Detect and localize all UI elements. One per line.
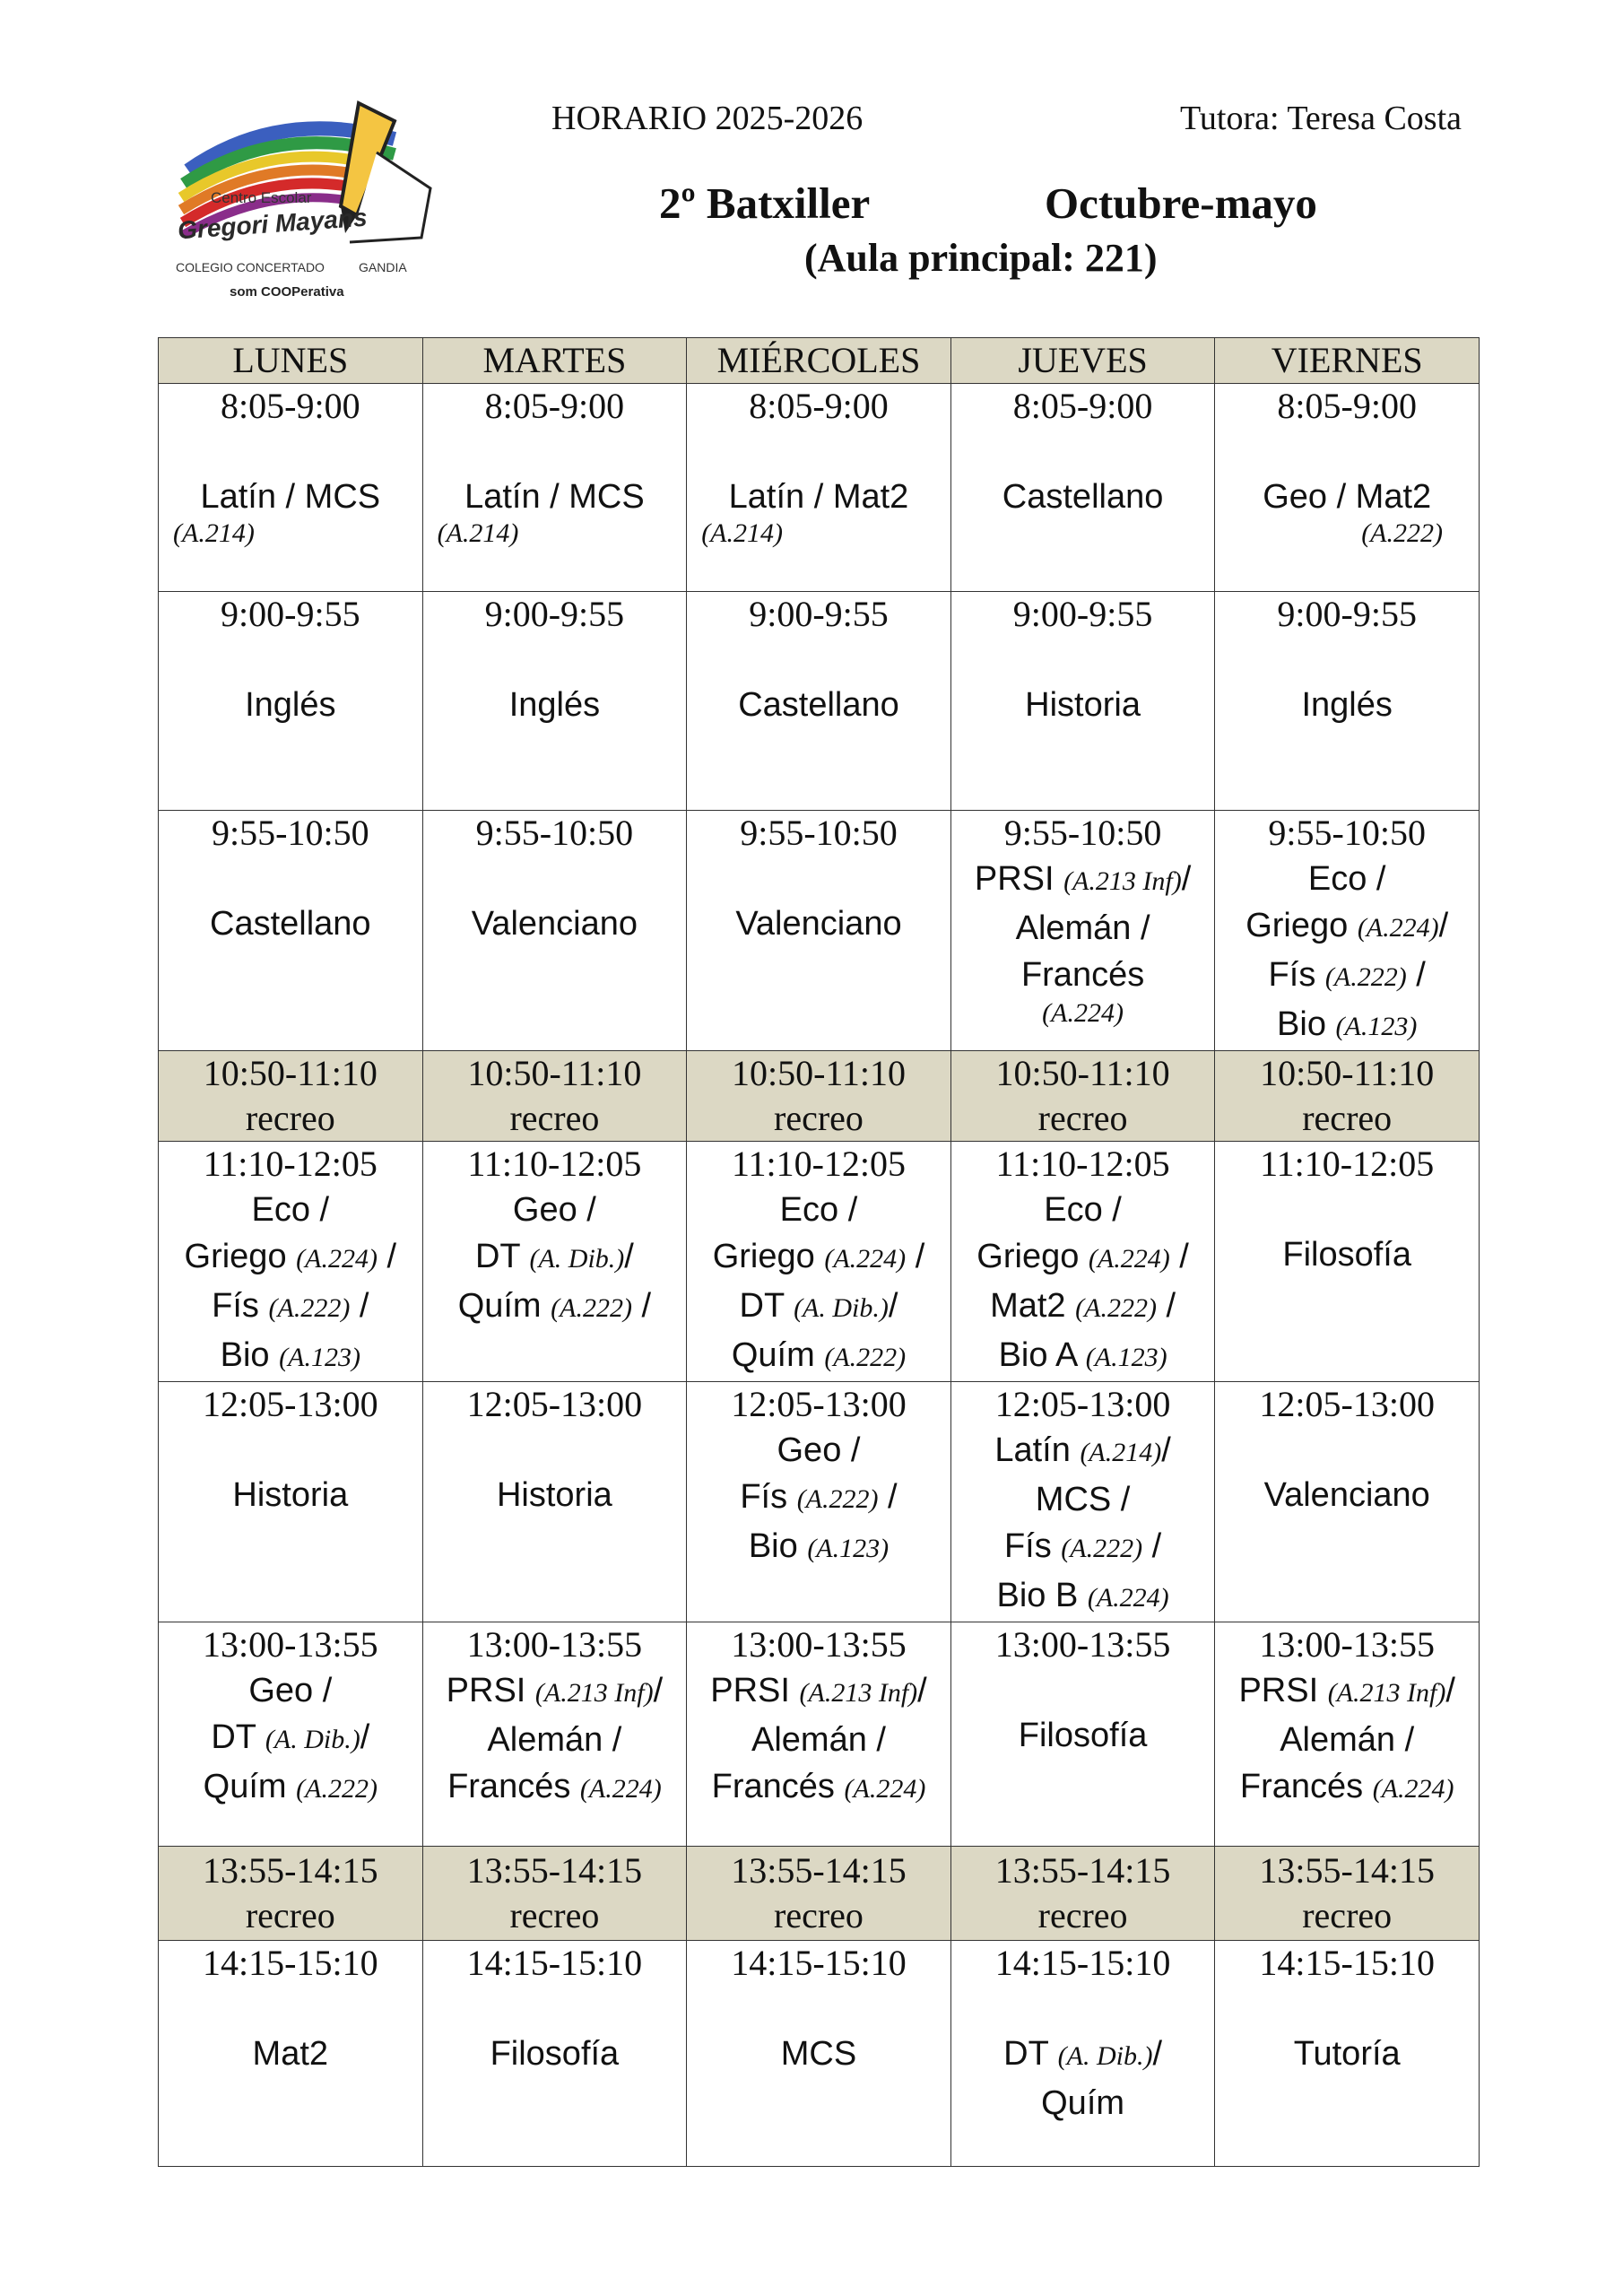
class-cell: 11:10-12:05 Eco / Griego (A.224) / Fís (A.222) / Bio (A.123) — [159, 1142, 423, 1382]
break-cell: 13:55-14:15 recreo — [1215, 1847, 1480, 1941]
subject: Inglés — [508, 686, 601, 724]
class-cell: 12:05-13:00 Geo / Fís (A.222) / Bio (A.123) — [687, 1382, 951, 1622]
subject: Latín / MCS — [200, 478, 381, 516]
room: (A.224) — [1042, 998, 1124, 1028]
time-range: 9:00-9:55 — [1012, 594, 1153, 634]
class-cell: 14:15-15:10 MCS — [687, 1941, 951, 2167]
class-cell — [1215, 592, 1480, 811]
break-cell: 13:55-14:15 recreo — [950, 1847, 1215, 1941]
subject-line: Griego (A.224)/ — [1245, 907, 1449, 944]
class-cell: 11:10-12:05 Geo / DT (A. Dib.)/ Quím (A.222) / — [422, 1142, 687, 1382]
break-cell: 10:50-11:10 recreo — [1215, 1051, 1480, 1142]
class-cell — [687, 384, 951, 592]
time-range: 9:55-10:50 — [740, 813, 898, 853]
slot-row — [159, 384, 1480, 592]
logo-line-3: COLEGIO CONCERTADO — [176, 260, 325, 274]
subject: Valenciano — [735, 905, 902, 943]
logo-line-5: som COOPerativa — [230, 284, 344, 300]
class-cell: 12:05-13:00 Historia — [422, 1382, 687, 1622]
day-header: MARTES — [422, 338, 687, 384]
class-cell — [950, 592, 1215, 811]
day-header: JUEVES — [950, 338, 1215, 384]
time-range: 8:05-9:00 — [1012, 386, 1153, 426]
days-header-row — [159, 338, 1480, 384]
time-range: 9:55-10:50 — [1268, 813, 1426, 853]
time-range: 8:05-9:00 — [749, 386, 889, 426]
subject-line: Francés — [1020, 956, 1145, 994]
course-name: 2º Batxiller — [659, 178, 871, 228]
day-header: VIERNES — [1215, 338, 1480, 384]
time-range: 9:55-10:50 — [212, 813, 369, 853]
subject: Castellano — [738, 686, 899, 724]
main-classroom: (Aula principal: 221) — [804, 236, 1158, 280]
time-range: 8:05-9:00 — [1277, 386, 1417, 426]
subject: Historia — [1025, 686, 1141, 724]
time-range: 8:05-9:00 — [221, 386, 360, 426]
time-range: 9:00-9:55 — [749, 594, 889, 634]
class-cell — [1215, 384, 1480, 592]
subject-line: Alemán / — [1015, 909, 1150, 947]
class-cell — [422, 811, 687, 1051]
slot-row — [159, 1142, 1480, 1382]
class-cell: 11:10-12:05 Eco / Griego (A.224) / DT (A. Dib.)/ Quím (A.222) — [687, 1142, 951, 1382]
slot-row — [159, 1382, 1480, 1622]
slot-row — [159, 811, 1480, 1051]
class-cell — [159, 384, 423, 592]
logo-line-2: Gregori Mayans — [177, 203, 369, 245]
class-cell: 12:05-13:00 Valenciano — [1215, 1382, 1480, 1622]
class-cell — [950, 384, 1215, 592]
class-cell: 12:05-13:00 Historia — [159, 1382, 423, 1622]
break-cell: 10:50-11:10 recreo — [687, 1051, 951, 1142]
room: (A.214) — [701, 518, 783, 548]
subject: Latín / MCS — [464, 478, 645, 516]
class-cell: 13:00-13:55 PRSI (A.213 Inf)/ Alemán / Francés (A.224) — [422, 1622, 687, 1847]
class-cell: 14:15-15:10 Filosofía — [422, 1941, 687, 2167]
class-cell: 14:15-15:10 DT (A. Dib.)/ Quím — [950, 1941, 1215, 2167]
room: (A.222) — [1361, 518, 1443, 548]
time-range: 8:05-9:00 — [484, 386, 625, 426]
class-cell — [422, 384, 687, 592]
subject-line: Eco / — [1307, 860, 1386, 898]
tutor-name: Tutora: Teresa Costa — [1180, 100, 1462, 137]
class-cell: 11:10-12:05 Filosofía — [1215, 1142, 1480, 1382]
room: (A.214) — [437, 518, 519, 548]
subject: Castellano — [210, 905, 371, 943]
class-cell: 12:05-13:00 Latín (A.214)/ MCS / Fís (A.222) / Bio B (A.224) — [950, 1382, 1215, 1622]
break-cell: 10:50-11:10 recreo — [422, 1051, 687, 1142]
class-cell: 11:10-12:05 Eco / Griego (A.224) / Mat2 (A.222) / Bio A (A.123) — [950, 1142, 1215, 1382]
break-row — [159, 1847, 1480, 1941]
class-cell: 13:00-13:55 Filosofía — [950, 1622, 1215, 1847]
class-cell: 13:00-13:55 PRSI (A.213 Inf)/ Alemán / Francés (A.224) — [687, 1622, 951, 1847]
class-cell — [687, 811, 951, 1051]
class-cell: 13:00-13:55 Geo / DT (A. Dib.)/ Quím (A.222) — [159, 1622, 423, 1847]
schedule-title: HORARIO 2025-2026 — [551, 100, 864, 137]
break-cell: 10:50-11:10 recreo — [159, 1051, 423, 1142]
class-cell — [159, 592, 423, 811]
time-range: 9:55-10:50 — [1003, 813, 1162, 853]
class-cell: 14:15-15:10 Tutoría — [1215, 1941, 1480, 2167]
time-range: 9:55-10:50 — [475, 813, 634, 853]
subject: Geo / Mat2 — [1263, 478, 1432, 516]
time-range: 9:00-9:55 — [1277, 594, 1417, 634]
break-cell: 13:55-14:15 recreo — [159, 1847, 423, 1941]
subject: Inglés — [1301, 686, 1393, 724]
break-cell: 13:55-14:15 recreo — [687, 1847, 951, 1941]
logo-line-1: Centro Escolar — [211, 189, 312, 206]
class-cell — [422, 592, 687, 811]
break-cell: 13:55-14:15 recreo — [422, 1847, 687, 1941]
day-header: MIÉRCOLES — [687, 338, 951, 384]
subject-line: Bio (A.123) — [1277, 1005, 1418, 1043]
room: (A.214) — [173, 518, 255, 548]
class-cell: 13:00-13:55 PRSI (A.213 Inf)/ Alemán / Francés (A.224) — [1215, 1622, 1480, 1847]
break-row — [159, 1051, 1480, 1142]
subject: Latín / Mat2 — [728, 478, 909, 516]
subject: Inglés — [245, 686, 336, 724]
slot-row — [159, 592, 1480, 811]
slot-row — [159, 1941, 1480, 2167]
course-period: Octubre-mayo — [1045, 178, 1317, 228]
subject-line: Fís (A.222) / — [1268, 956, 1426, 994]
time-range: 9:00-9:55 — [221, 594, 360, 634]
slot-row — [159, 1622, 1480, 1847]
class-cell — [159, 811, 423, 1051]
class-cell: 14:15-15:10 Mat2 — [159, 1941, 423, 2167]
class-cell — [950, 811, 1215, 1051]
subject: Valenciano — [471, 905, 638, 943]
day-header: LUNES — [159, 338, 423, 384]
school-logo — [170, 99, 448, 309]
subject-line: PRSI (A.213 Inf)/ — [974, 860, 1192, 898]
break-cell: 10:50-11:10 recreo — [950, 1051, 1215, 1142]
time-range: 9:00-9:55 — [484, 594, 625, 634]
timetable — [158, 337, 1480, 2167]
class-cell — [687, 592, 951, 811]
logo-line-4: GANDIA — [359, 260, 407, 274]
class-cell — [1215, 811, 1480, 1051]
subject: Castellano — [1002, 478, 1164, 516]
